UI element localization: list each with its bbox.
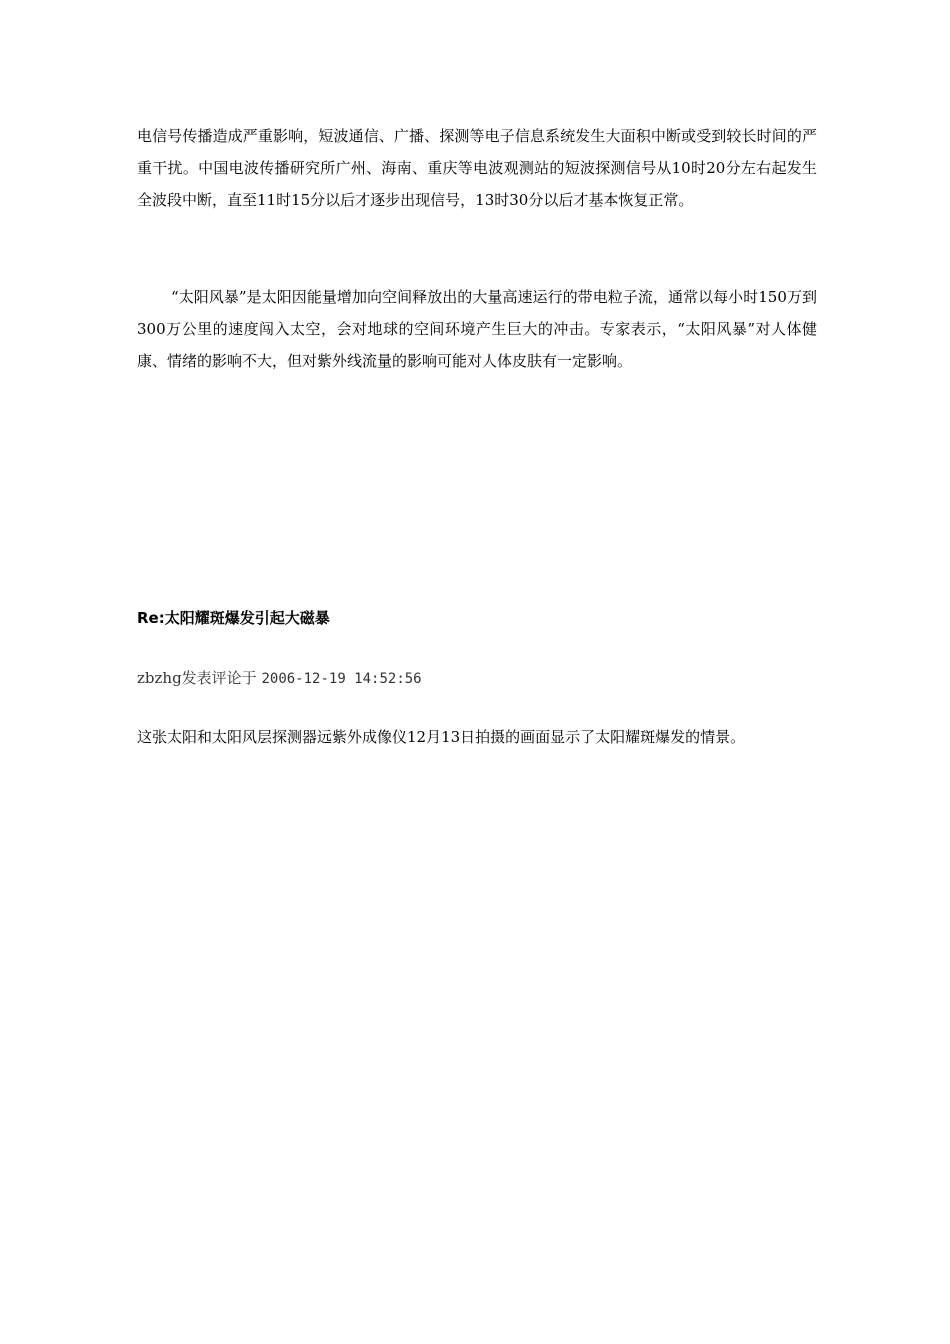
article-paragraph: “太阳风暴”是太阳因能量增加向空间释放出的大量高速运行的带电粒子流，通常以每小时150万到300万公里的速度闯入太空，会对地球的空间环境产生巨大的冲击。专家表示，“太阳风暴”对人体健康、情绪的影响不大，但对紫外线流量的影响可能对人体皮肤有一定影响。 — [137, 288, 817, 370]
reply-body: 这张太阳和太阳风层探测器远紫外成像仪12月13日拍摄的画面显示了太阳耀斑爆发的情景。 — [137, 728, 746, 746]
reply-action: 发表评论于 — [181, 669, 257, 687]
reply-title: Re:太阳耀斑爆发引起大磁暴 — [137, 609, 330, 627]
article-paragraph: 电信号传播造成严重影响，短波通信、广播、探测等电子信息系统发生大面积中断或受到较长时间的严重干扰。中国电波传播研究所广州、海南、重庆等电波观测站的短波探测信号从10时20分左右起发生全波段中断，直至11时15分以后才逐步出现信号，13时30分以后才基本恢复正常。 — [137, 127, 817, 209]
reply-author: zbzhg — [137, 669, 182, 687]
reply-datetime: 2006-12-19 14:52:56 — [261, 671, 422, 687]
reply-meta — [137, 666, 422, 691]
